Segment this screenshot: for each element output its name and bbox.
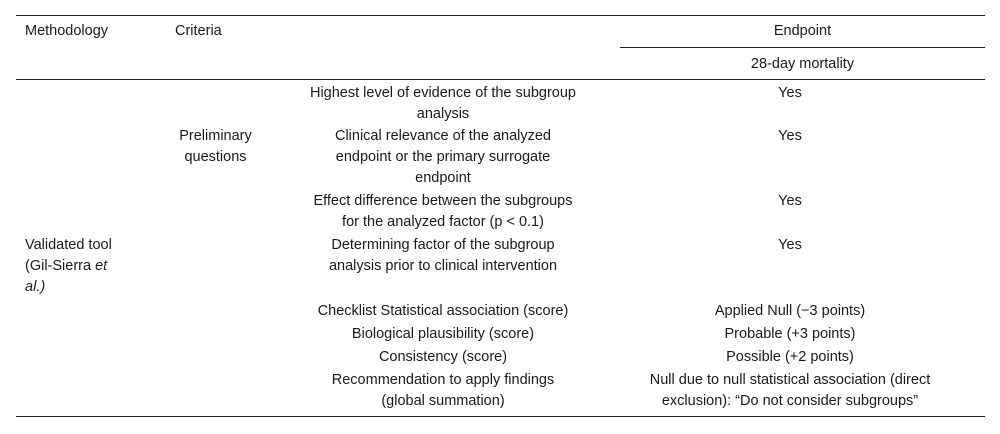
criterion-item-line: endpoint or the primary surrogate — [335, 149, 551, 165]
criterion-item-line: analysis — [416, 106, 470, 122]
checklist-value: Applied Null (−3 points) — [714, 303, 866, 319]
checklist-item: Biological plausibility (score) — [351, 326, 535, 342]
header-criteria: Criteria — [175, 23, 222, 39]
bottom-rule — [16, 416, 985, 417]
methodology-line-1: Validated tool — [25, 237, 112, 253]
criterion-value: Yes — [778, 85, 802, 101]
checklist-item: Consistency (score) — [378, 349, 508, 365]
methodology-line-2 — [25, 256, 145, 277]
criterion-item-line: Clinical relevance of the analyzed — [334, 128, 551, 144]
criterion-item — [283, 126, 603, 189]
criterion-value: Yes — [778, 193, 802, 209]
checklist-value-line: exclusion): “Do not consider subgroups” — [661, 393, 919, 409]
criterion-item-line: endpoint — [415, 170, 471, 186]
checklist-item-line: Recommendation to apply findings — [331, 372, 555, 388]
methodology-line-3 — [25, 277, 145, 298]
methodology-author: (Gil-Sierra — [25, 258, 96, 274]
header-endpoint: Endpoint — [773, 23, 832, 39]
criteria-preliminary-questions — [168, 126, 263, 168]
preliminary-line-1: Preliminary — [179, 128, 252, 144]
checklist-value: Probable (+3 points) — [724, 326, 856, 342]
checklist-item-line: (global summation) — [381, 393, 505, 409]
checklist-item: Checklist Statistical association (score) — [317, 303, 569, 319]
criterion-item — [283, 83, 603, 125]
header-methodology: Methodology — [25, 23, 109, 39]
preliminary-line-2: questions — [184, 149, 247, 165]
criterion-item — [283, 191, 603, 233]
methodology-cell — [25, 235, 145, 298]
methodology-al: al.) — [25, 279, 46, 295]
checklist-item — [283, 370, 603, 412]
checklist-value — [600, 370, 980, 412]
top-rule — [16, 15, 985, 16]
criterion-value: Yes — [778, 128, 802, 144]
checklist-value: Possible (+2 points) — [726, 349, 854, 365]
criterion-item-line: Highest level of evidence of the subgroup — [309, 85, 576, 101]
criterion-item-line: analysis prior to clinical intervention — [328, 258, 558, 274]
checklist-value-line: Null due to null statistical association (direct — [649, 372, 931, 388]
endpoint-underline — [620, 47, 985, 48]
criterion-item-line: Effect difference between the subgroups — [313, 193, 573, 209]
header-endpoint-sub: 28-day mortality — [750, 56, 855, 72]
criterion-value: Yes — [778, 237, 802, 253]
criterion-item-line: Determining factor of the subgroup — [331, 237, 555, 253]
header-rule — [16, 79, 985, 80]
criterion-item — [283, 235, 603, 277]
methodology-et: et — [95, 258, 108, 274]
criterion-item-line: for the analyzed factor (p < 0.1) — [342, 214, 544, 230]
